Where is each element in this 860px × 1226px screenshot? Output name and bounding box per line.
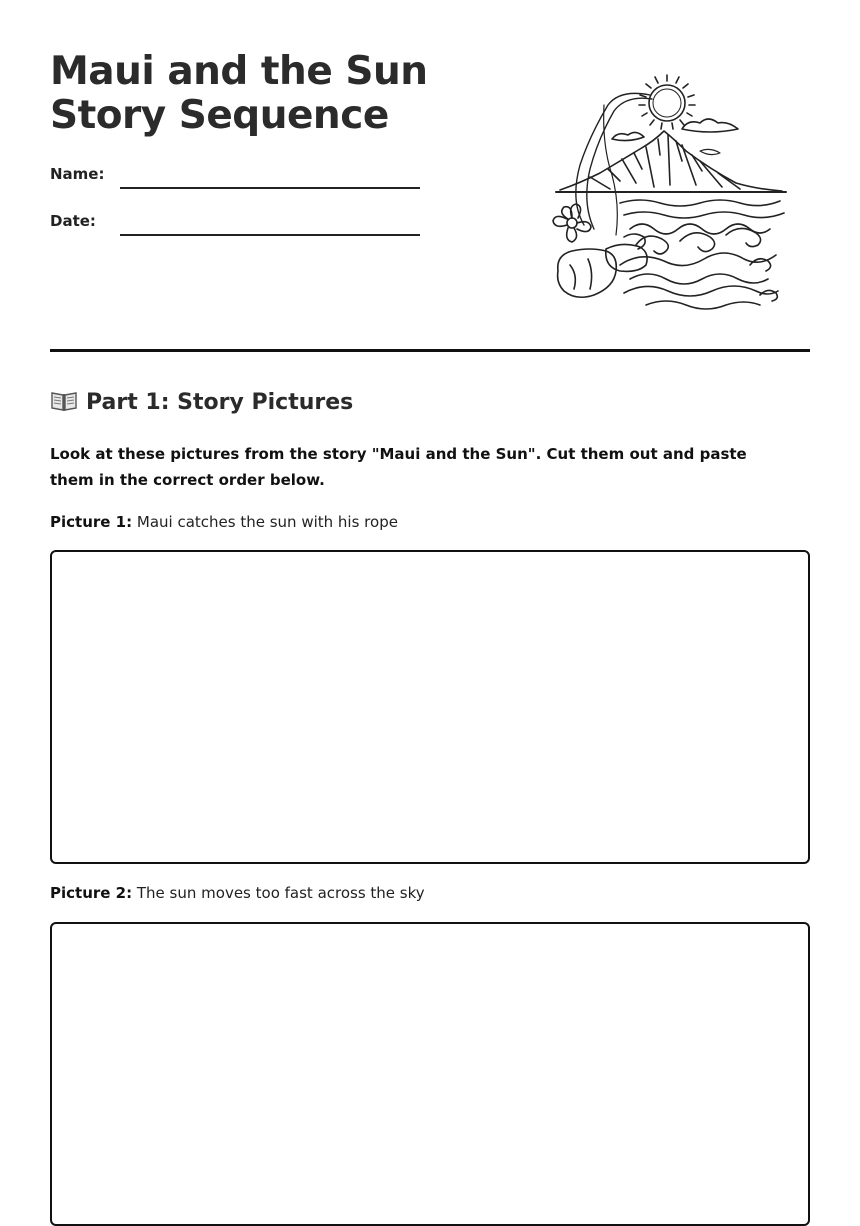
worksheet-title: Maui and the Sun Story Sequence [50,49,428,138]
part1-heading-text: Part 1: Story Pictures [86,390,354,415]
picture-1-caption [50,512,398,532]
part1-instructions: Look at these pictures from the story "Maui and the Sun". Cut them out and paste them in the correct order below. [50,445,747,489]
date-write-line[interactable] [120,234,420,236]
part1-heading [50,388,353,418]
name-field [50,160,430,190]
header-divider [50,349,810,352]
picture-2-description: The sun moves too fast across the sky [136,884,425,902]
worksheet-page [50,0,810,902]
picture-2-box[interactable] [50,922,810,1226]
picture-2-label: Picture 2: [50,884,133,902]
picture-1-label: Picture 1: [50,513,133,531]
volcano-sun-ocean-illustration [550,65,790,315]
picture-1-box[interactable] [50,550,810,864]
picture-1-description: Maui catches the sun with his rope [136,513,398,531]
picture-2-caption [50,883,425,903]
name-write-line[interactable] [120,187,420,189]
sun-icon [639,75,695,129]
date-label: Date: [50,212,96,230]
name-label: Name: [50,165,105,183]
worksheet-header [50,0,810,352]
open-book-icon [50,390,78,412]
flower-icon [553,204,591,242]
date-field [50,207,430,237]
